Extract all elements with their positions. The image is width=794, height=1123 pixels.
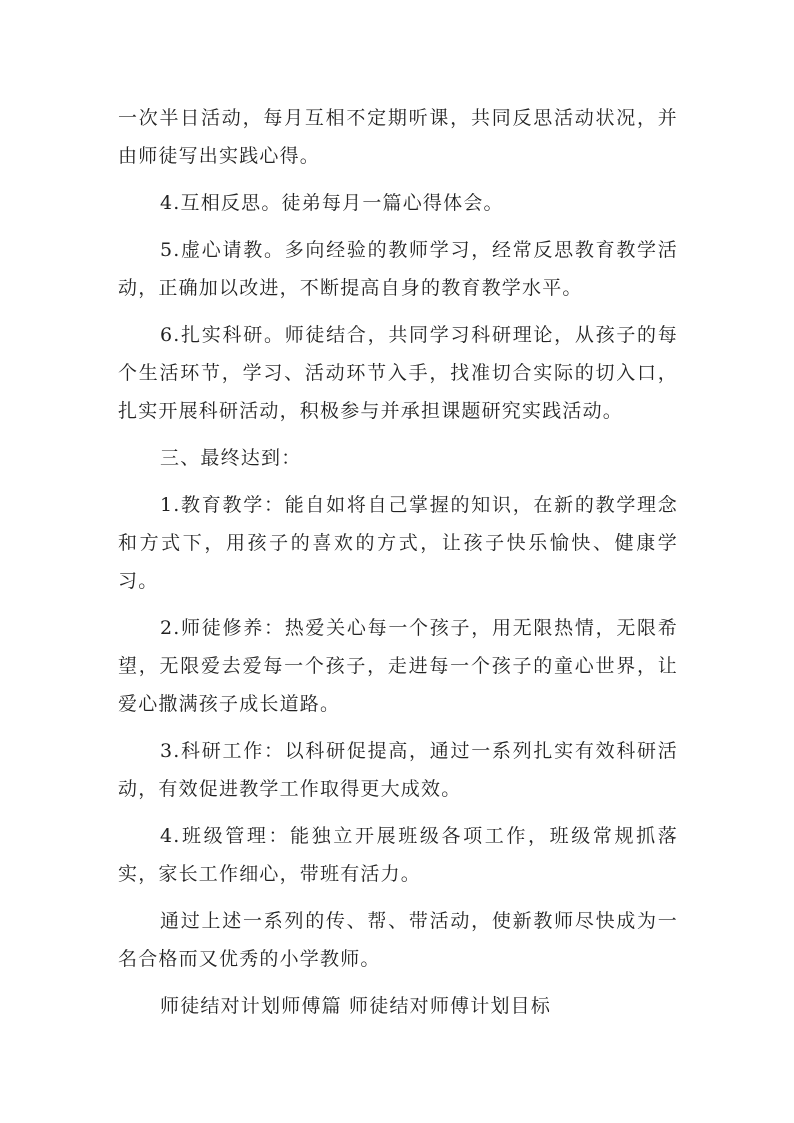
paragraph-4: 6.扎实科研。师徒结合，共同学习科研理论，从孩子的每个生活环节，学习、活动环节入手，找准切合实际的切入口，扎实开展科研活动，积极参与并承担课题研究实践活动。 [118, 324, 678, 422]
paragraph-9: 4.班级管理：能独立开展班级各项工作，班级常规抓落实，家长工作细心，带班有活力。 [118, 825, 678, 885]
paragraph-1: 一次半日活动，每月互相不定期听课，共同反思活动状况，并由师徒写出实践心得。 [118, 107, 678, 167]
paragraph-10: 通过上述一系列的传、帮、带活动，使新教师尽快成为一名合格而又优秀的小学教师。 [118, 910, 678, 970]
document-subtitle: 师徒结对计划师傅篇 师徒结对师傅计划目标 [160, 995, 552, 1017]
paragraph-6: 1.教育教学：能自如将自己掌握的知识，在新的教学理念和方式下，用孩子的喜欢的方式，让孩子快乐愉快、健康学习。 [118, 494, 678, 592]
paragraph-7: 2.师徒修养：热爱关心每一个孩子，用无限热情，无限希望，无限爱去爱每一个孩子，走进每一个孩子的童心世界，让爱心撒满孩子成长道路。 [118, 617, 678, 715]
paragraph-8: 3.科研工作：以科研促提高，通过一系列扎实有效科研活动，有效促进教学工作取得更大成效。 [118, 740, 678, 800]
paragraph-3: 5.虚心请教。多向经验的教师学习，经常反思教育教学活动，正确加以改进，不断提高自身的教育教学水平。 [118, 239, 678, 299]
document-body [118, 99, 678, 1025]
paragraph-2: 4.互相反思。徒弟每月一篇心得体会。 [160, 192, 504, 214]
section-heading-3: 三、最终达到： [160, 447, 302, 469]
